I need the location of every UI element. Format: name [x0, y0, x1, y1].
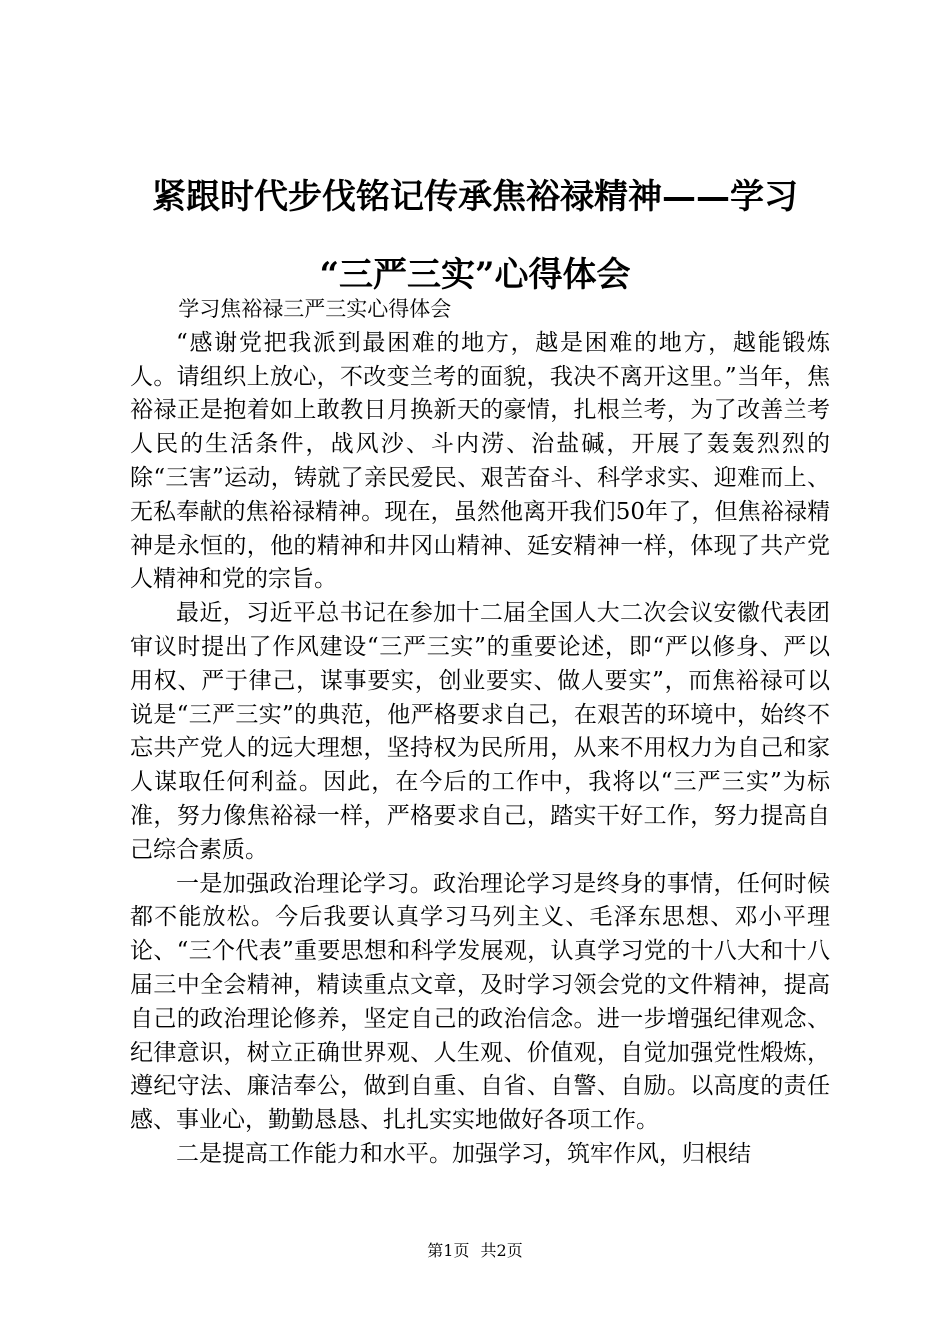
document-title-line-1: 紧跟时代步伐铭记传承焦裕禄精神——学习	[152, 177, 798, 217]
body-paragraph-3: 一是加强政治理论学习。政治理论学习是终身的事情，任何时候都不能放松。今后我要认真学习马列主义、毛泽东思想、邓小平理论、“三个代表”重要思想和科学发展观，认真学习党的十八大和十八届三中全会精神，精读重点文章，及时学习领会党的文件精神，提高自己的政治理论修养，坚定自己的政治信念。进一步增强纪律观念、纪律意识，树立正确世界观、人生观、价值观，自觉加强党性煅炼，遵纪守法、廉洁奉公，做到自重、自省、自警、自励。以高度的责任感、事业心，勤勤恳恳、扎扎实实地做好各项工作。	[130, 870, 830, 1134]
page-footer	[0, 1241, 950, 1261]
body-paragraph-4: 二是提高工作能力和水平。加强学习，筑牢作风，归根结	[176, 1140, 751, 1167]
page-number: 第1页	[427, 1241, 470, 1260]
document-title-line-2: “三严三实”心得体会	[319, 255, 631, 295]
body-paragraph-1: “感谢党把我派到最困难的地方，越是困难的地方，越能锻炼人。请组织上放心，不改变兰考的面貌，我决不离开这里。”当年，焦裕禄正是抱着如上敢教日月换新天的豪情，扎根兰考，为了改善兰考人民的生活条件，战风沙、斗内涝、治盐碱，开展了轰轰烈烈的除“三害”运动，铸就了亲民爱民、艰苦奋斗、科学求实、迎难而上、无私奉献的焦裕禄精神。现在，虽然他离开我们50年了，但焦裕禄精神是永恒的，他的精神和井冈山精神、延安精神一样，体现了共产党人精神和党的宗旨。	[130, 329, 830, 593]
page-total: 共2页	[480, 1241, 523, 1260]
document-body	[130, 293, 830, 1172]
body-paragraph-2: 最近，习近平总书记在参加十二届全国人大二次会议安徽代表团审议时提出了作风建设“三严三实”的重要论述，即“严以修身、严以用权、严于律己，谋事要实，创业要实、做人要实”，而焦裕禄可以说是“三严三实”的典范，他严格要求自己，在艰苦的环境中，始终不忘共产党人的远大理想，坚持权为民所用，从来不用权力为自己和家人谋取任何利益。因此，在今后的工作中，我将以“三严三实”为标准，努力像焦裕禄一样，严格要求自己，踏实干好工作，努力提高自己综合素质。	[130, 600, 830, 863]
document-title	[120, 158, 830, 314]
document-subtitle: 学习焦裕禄三严三实心得体会	[178, 297, 452, 321]
